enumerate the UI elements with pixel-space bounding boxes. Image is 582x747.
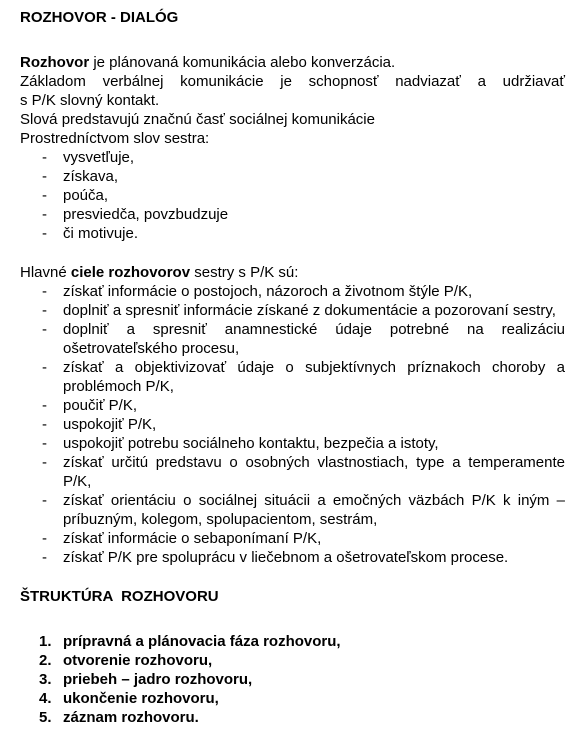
section-title-structure: ŠTRUKTÚRA ROZHOVORU: [20, 588, 219, 605]
list-item: - doplniť a spresniť informácie získané z dokumentácie a pozorovaní sestry,: [20, 301, 565, 320]
list-item: - či motivuje.: [20, 224, 565, 243]
verbal-communication-line: Základom verbálnej komunikácie je schopnosť nadviazať a udržiavať: [20, 73, 565, 90]
list-item: - poučiť P/K,: [20, 396, 565, 415]
step-number: 5.: [39, 709, 52, 726]
section-title-dialog: ROZHOVOR - DIALÓG: [20, 9, 179, 26]
step-number: 1.: [39, 633, 52, 650]
list-item: - doplniť a spresniť anamnestické údaje potrebné na realizáciu ošetrovateľského procesu,: [20, 320, 565, 358]
goals-intro: [20, 263, 565, 282]
list-item: [20, 670, 565, 689]
step-text: priebeh – jadro rozhovoru,: [63, 671, 253, 688]
list-item: [20, 651, 565, 670]
goals-list: [20, 282, 565, 567]
list-item: - získať určitú predstavu o osobných vlastnostiach, type a temperamente P/K,: [20, 453, 565, 491]
structure-steps-list: [20, 632, 565, 727]
nurse-actions-list: [20, 148, 565, 243]
document-page: [20, 8, 565, 727]
spacer: [20, 243, 565, 263]
list-item: - získava,: [20, 167, 565, 186]
social-communication-line: Slová predstavujú značnú časť sociálnej komunikácie: [20, 111, 375, 128]
step-text: ukončenie rozhovoru,: [63, 690, 219, 707]
verbal-contact-line: s P/K slovný kontakt.: [20, 92, 160, 109]
list-item: - získať a objektivizovať údaje o subjektívnych príznakoch choroby a problémoch P/K,: [20, 358, 565, 396]
spacer: [20, 567, 565, 587]
step-text: otvorenie rozhovoru,: [63, 652, 213, 669]
list-item: - presviedča, povzbudzuje: [20, 205, 565, 224]
list-item: [20, 689, 565, 708]
step-text: záznam rozhovoru.: [63, 709, 199, 726]
goals-intro-before: Hlavné: [20, 264, 71, 281]
goals-intro-bold: ciele rozhovorov: [70, 264, 191, 281]
list-item: [20, 632, 565, 651]
spacer: [20, 27, 565, 53]
step-number: 3.: [39, 671, 52, 688]
list-item: - uspokojiť P/K,: [20, 415, 565, 434]
intro-rest: je plánovaná komunikácia alebo konverzácia.: [89, 54, 396, 71]
list-item: - získať orientáciu o sociálnej situácii a emočných väzbách P/K k iným – príbuzným, kolegom, spolupacientom, sestrám,: [20, 491, 565, 529]
step-number: 2.: [39, 652, 52, 669]
list-item: - vysvetľuje,: [20, 148, 565, 167]
list-item: - získať informácie o sebaponímaní P/K,: [20, 529, 565, 548]
list-item: [20, 708, 565, 727]
spacer: [20, 606, 565, 632]
intro-term: Rozhovor: [20, 54, 90, 71]
list-item: - uspokojiť potrebu sociálneho kontaktu, bezpečia a istoty,: [20, 434, 565, 453]
step-number: 4.: [39, 690, 52, 707]
list-item: - poúča,: [20, 186, 565, 205]
intro-paragraph: [20, 53, 565, 72]
step-text: prípravná a plánovacia fáza rozhovoru,: [63, 633, 341, 650]
list-item: - získať informácie o postojoch, názoroch a životnom štýle P/K,: [20, 282, 565, 301]
goals-intro-after: sestry s P/K sú:: [190, 264, 299, 281]
list-item: - získať P/K pre spoluprácu v liečebnom a ošetrovateľskom procese.: [20, 548, 565, 567]
nurse-actions-intro: Prostredníctvom slov sestra:: [20, 130, 210, 147]
